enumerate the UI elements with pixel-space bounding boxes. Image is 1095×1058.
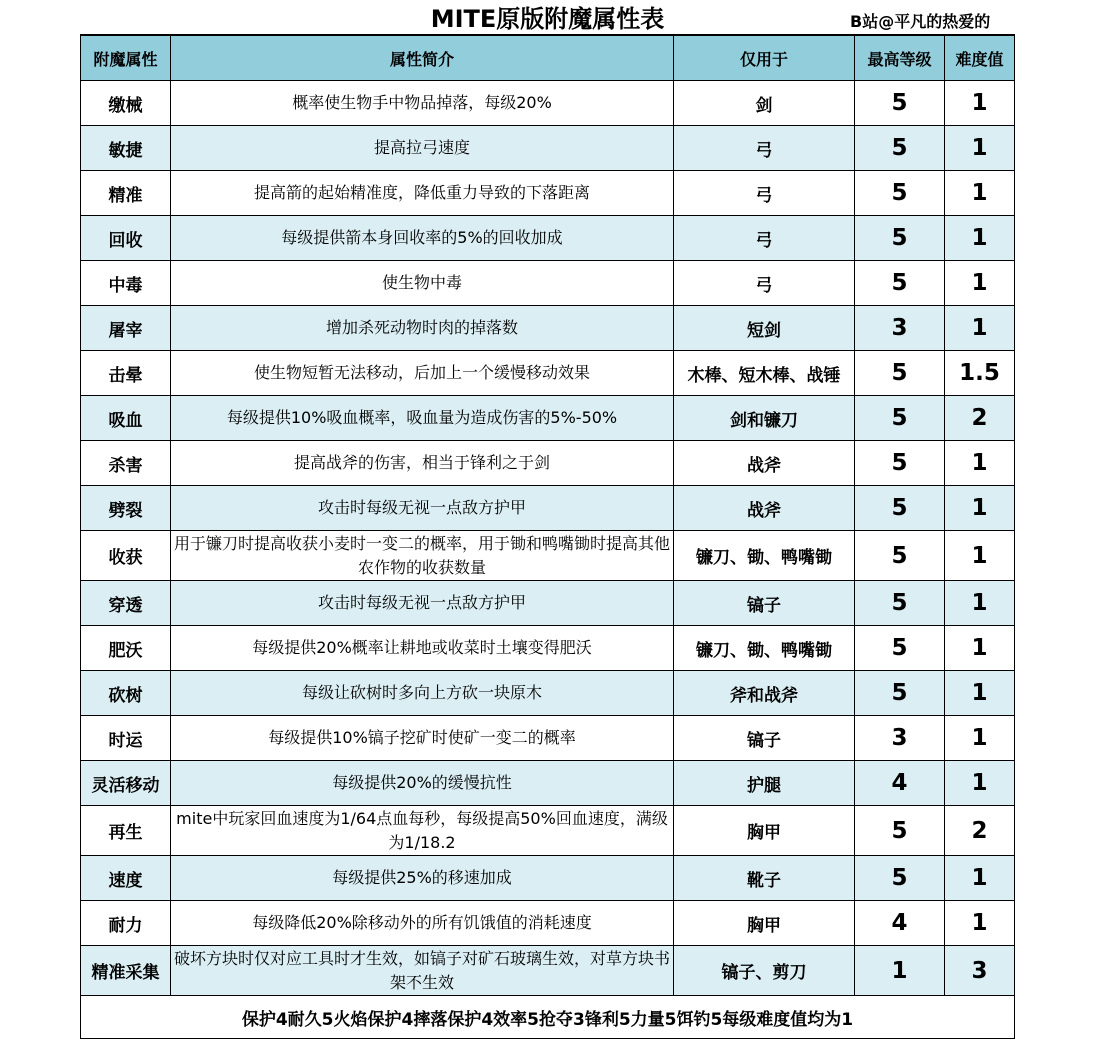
description-cell: 攻击时每级无视一点敌方护甲 [171, 581, 674, 626]
table-row [81, 581, 1015, 626]
enchantment-name-cell: 灵活移动 [81, 761, 171, 806]
difficulty-cell: 1 [945, 901, 1015, 946]
difficulty-cell: 1.5 [945, 351, 1015, 396]
table-row [81, 671, 1015, 716]
applies-to-cell: 短剑 [674, 306, 855, 351]
table-row [81, 946, 1015, 996]
max-level-cell: 5 [855, 806, 945, 856]
column-header-enchantment: 附魔属性 [81, 35, 171, 81]
table-row [81, 716, 1015, 761]
difficulty-cell: 1 [945, 441, 1015, 486]
max-level-cell: 5 [855, 581, 945, 626]
difficulty-cell: 1 [945, 531, 1015, 581]
table-row [81, 126, 1015, 171]
max-level-cell: 1 [855, 946, 945, 996]
difficulty-cell: 2 [945, 806, 1015, 856]
applies-to-cell: 靴子 [674, 856, 855, 901]
max-level-cell: 5 [855, 81, 945, 126]
enchantment-name-cell: 缴械 [81, 81, 171, 126]
applies-to-cell: 斧和战斧 [674, 671, 855, 716]
applies-to-cell: 镰刀、锄、鸭嘴锄 [674, 626, 855, 671]
table-row [81, 806, 1015, 856]
description-cell: 每级提供25%的移速加成 [171, 856, 674, 901]
difficulty-cell: 1 [945, 261, 1015, 306]
footer-row [81, 996, 1015, 1039]
applies-to-cell: 镐子 [674, 716, 855, 761]
applies-to-cell: 剑 [674, 81, 855, 126]
difficulty-cell: 1 [945, 761, 1015, 806]
applies-to-cell: 弓 [674, 261, 855, 306]
applies-to-cell: 护腿 [674, 761, 855, 806]
enchantment-name-cell: 劈裂 [81, 486, 171, 531]
enchantment-name-cell: 耐力 [81, 901, 171, 946]
description-cell: 每级降低20%除移动外的所有饥饿值的消耗速度 [171, 901, 674, 946]
applies-to-cell: 弓 [674, 216, 855, 261]
applies-to-cell: 胸甲 [674, 806, 855, 856]
max-level-cell: 5 [855, 531, 945, 581]
column-header-difficulty: 难度值 [945, 35, 1015, 81]
difficulty-cell: 1 [945, 716, 1015, 761]
enchantment-name-cell: 精准采集 [81, 946, 171, 996]
applies-to-cell: 木棒、短木棒、战锤 [674, 351, 855, 396]
max-level-cell: 5 [855, 671, 945, 716]
max-level-cell: 5 [855, 626, 945, 671]
max-level-cell: 5 [855, 261, 945, 306]
difficulty-cell: 1 [945, 671, 1015, 716]
applies-to-cell: 镐子、剪刀 [674, 946, 855, 996]
applies-to-cell: 镰刀、锄、鸭嘴锄 [674, 531, 855, 581]
difficulty-cell: 2 [945, 396, 1015, 441]
description-cell: 破坏方块时仅对应工具时才生效，如镐子对矿石玻璃生效，对草方块书架不生效 [171, 946, 674, 996]
table-row [81, 486, 1015, 531]
max-level-cell: 4 [855, 761, 945, 806]
enchantment-name-cell: 中毒 [81, 261, 171, 306]
difficulty-cell: 1 [945, 856, 1015, 901]
difficulty-cell: 1 [945, 486, 1015, 531]
max-level-cell: 5 [855, 171, 945, 216]
applies-to-cell: 弓 [674, 171, 855, 216]
applies-to-cell: 战斧 [674, 486, 855, 531]
description-cell: 使生物短暂无法移动，后加上一个缓慢移动效果 [171, 351, 674, 396]
enchantment-name-cell: 肥沃 [81, 626, 171, 671]
description-cell: 提高战斧的伤害，相当于锋利之于剑 [171, 441, 674, 486]
table-row [81, 396, 1015, 441]
description-cell: 每级提供10%吸血概率，吸血量为造成伤害的5%-50% [171, 396, 674, 441]
difficulty-cell: 1 [945, 216, 1015, 261]
enchantment-name-cell: 击晕 [81, 351, 171, 396]
difficulty-cell: 1 [945, 626, 1015, 671]
max-level-cell: 5 [855, 351, 945, 396]
column-header-applies-to: 仅用于 [674, 35, 855, 81]
enchantment-name-cell: 敏捷 [81, 126, 171, 171]
max-level-cell: 4 [855, 901, 945, 946]
applies-to-cell: 剑和镰刀 [674, 396, 855, 441]
enchantment-name-cell: 回收 [81, 216, 171, 261]
description-cell: 提高箭的起始精准度，降低重力导致的下落距离 [171, 171, 674, 216]
description-cell: 概率使生物手中物品掉落，每级20% [171, 81, 674, 126]
applies-to-cell: 镐子 [674, 581, 855, 626]
max-level-cell: 5 [855, 856, 945, 901]
enchantment-name-cell: 杀害 [81, 441, 171, 486]
table-row [81, 81, 1015, 126]
max-level-cell: 5 [855, 126, 945, 171]
description-cell: 每级提供20%概率让耕地或收菜时土壤变得肥沃 [171, 626, 674, 671]
applies-to-cell: 弓 [674, 126, 855, 171]
enchantment-name-cell: 吸血 [81, 396, 171, 441]
description-cell: 每级提供箭本身回收率的5%的回收加成 [171, 216, 674, 261]
table-row [81, 856, 1015, 901]
applies-to-cell: 胸甲 [674, 901, 855, 946]
enchantment-name-cell: 收获 [81, 531, 171, 581]
enchantment-name-cell: 时运 [81, 716, 171, 761]
table-row [81, 761, 1015, 806]
table-row [81, 441, 1015, 486]
table-row [81, 306, 1015, 351]
description-cell: 使生物中毒 [171, 261, 674, 306]
author-credit: B站@平凡的热爱的 [850, 12, 991, 31]
max-level-cell: 5 [855, 486, 945, 531]
difficulty-cell: 1 [945, 126, 1015, 171]
max-level-cell: 5 [855, 216, 945, 261]
description-cell: 用于镰刀时提高收获小麦时一变二的概率，用于锄和鸭嘴锄时提高其他农作物的收获数量 [171, 531, 674, 581]
table-row [81, 216, 1015, 261]
max-level-cell: 5 [855, 396, 945, 441]
max-level-cell: 3 [855, 306, 945, 351]
enchantment-name-cell: 精准 [81, 171, 171, 216]
difficulty-cell: 1 [945, 581, 1015, 626]
enchantment-name-cell: 穿透 [81, 581, 171, 626]
header-row [81, 35, 1015, 81]
description-cell: 提高拉弓速度 [171, 126, 674, 171]
description-cell: 每级提供20%的缓慢抗性 [171, 761, 674, 806]
difficulty-cell: 1 [945, 81, 1015, 126]
footer-note: 保护4耐久5火焰保护4摔落保护4效率5抢夺3锋利5力量5饵钓5每级难度值均为1 [81, 996, 1015, 1039]
description-cell: 增加杀死动物时肉的掉落数 [171, 306, 674, 351]
table-row [81, 351, 1015, 396]
enchantment-name-cell: 屠宰 [81, 306, 171, 351]
enchantment-name-cell: 再生 [81, 806, 171, 856]
applies-to-cell: 战斧 [674, 441, 855, 486]
max-level-cell: 3 [855, 716, 945, 761]
description-cell: 每级让砍树时多向上方砍一块原木 [171, 671, 674, 716]
description-cell: mite中玩家回血速度为1/64点血每秒，每级提高50%回血速度，满级为1/18.2 [171, 806, 674, 856]
difficulty-cell: 1 [945, 171, 1015, 216]
table-row [81, 531, 1015, 581]
column-header-description: 属性简介 [171, 35, 674, 81]
table-row [81, 261, 1015, 306]
column-header-max-level: 最高等级 [855, 35, 945, 81]
table-row [81, 626, 1015, 671]
page-title: MITE原版附魔属性表 [430, 5, 665, 33]
enchantment-name-cell: 速度 [81, 856, 171, 901]
description-cell: 攻击时每级无视一点敌方护甲 [171, 486, 674, 531]
difficulty-cell: 3 [945, 946, 1015, 996]
table-row [81, 901, 1015, 946]
enchantment-name-cell: 砍树 [81, 671, 171, 716]
table-row [81, 171, 1015, 216]
description-cell: 每级提供10%镐子挖矿时使矿一变二的概率 [171, 716, 674, 761]
max-level-cell: 5 [855, 441, 945, 486]
enchantment-table [80, 34, 1015, 1039]
difficulty-cell: 1 [945, 306, 1015, 351]
